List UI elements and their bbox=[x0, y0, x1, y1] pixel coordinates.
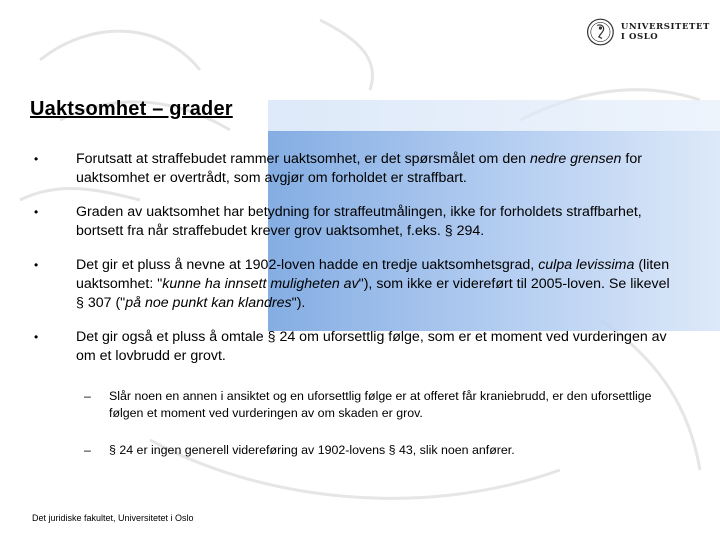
logo-line1: UNIVERSITETET bbox=[620, 22, 710, 32]
bullet-text-part: (liten uaktsomhet: " bbox=[76, 257, 670, 292]
slide-content bbox=[30, 150, 680, 473]
bullet-item bbox=[30, 150, 680, 188]
sub-bullet-dash: – bbox=[84, 443, 91, 457]
decor-blue-band-top bbox=[268, 100, 720, 132]
bullet-item bbox=[30, 256, 680, 313]
sub-bullet-item bbox=[30, 442, 680, 459]
bullet-text-emphasis: nedre grensen bbox=[529, 151, 622, 167]
footer-text: Det juridiske fakultet, Universitetet i Oslo bbox=[32, 513, 194, 523]
bullet-text-part: "), som ikke er videreført til 2005-loven. Se likevel § 307 (" bbox=[76, 276, 670, 311]
sub-bullet-item bbox=[30, 388, 680, 422]
bullet-text-part: for uaktsomhet er overtrådt, som avgjør om forholdet er straffbart. bbox=[76, 151, 642, 186]
bullet-text-emphasis: kunne ha innsett muligheten av bbox=[162, 276, 359, 292]
university-logo bbox=[586, 12, 710, 52]
bullet-text-emphasis: på noe punkt kan klandres bbox=[125, 295, 292, 311]
bullet-text bbox=[76, 151, 642, 186]
logo-wordmark bbox=[621, 22, 710, 42]
bullet-text-part: "). bbox=[291, 295, 306, 311]
bullet-text: Graden av uaktsomhet har betydning for straffeutmålingen, ikke for forholdets straffbarhet, bortsett fra når straffebudet krever grov uaktsomhet, f.eks. § 294. bbox=[76, 204, 642, 239]
logo-line2: I OSLO bbox=[620, 32, 659, 42]
sub-bullet-text: § 24 er ingen generell videreføring av 1902-lovens § 43, slik noen anfører. bbox=[109, 443, 515, 457]
bullet-text: Det gir også et pluss å omtale § 24 om uforsettlig følge, som er et moment ved vurderingen av om et lovbrudd er grovt. bbox=[76, 329, 667, 364]
university-seal-icon bbox=[586, 14, 615, 50]
sub-bullet-dash: – bbox=[84, 389, 91, 403]
sub-bullet-text: Slår noen en annen i ansiktet og en uforsettlig følge er at offeret får kraniebrudd, er den uforsettlige følgen et moment ved vurderingen av om skaden er grov. bbox=[109, 389, 652, 420]
bullet-text-part: Det gir et pluss å nevne at 1902-loven hadde en tredje uaktsomhetsgrad, bbox=[76, 257, 539, 273]
slide-title: Uaktsomhet – grader bbox=[30, 98, 233, 120]
bullet-text-part: Forutsatt at straffebudet rammer uaktsomhet, er det spørsmålet om den bbox=[76, 151, 530, 167]
bullet-text-emphasis: culpa levissima bbox=[538, 257, 635, 273]
bullet-item bbox=[30, 203, 680, 241]
bullet-item bbox=[30, 328, 680, 366]
bullet-text bbox=[76, 257, 670, 311]
